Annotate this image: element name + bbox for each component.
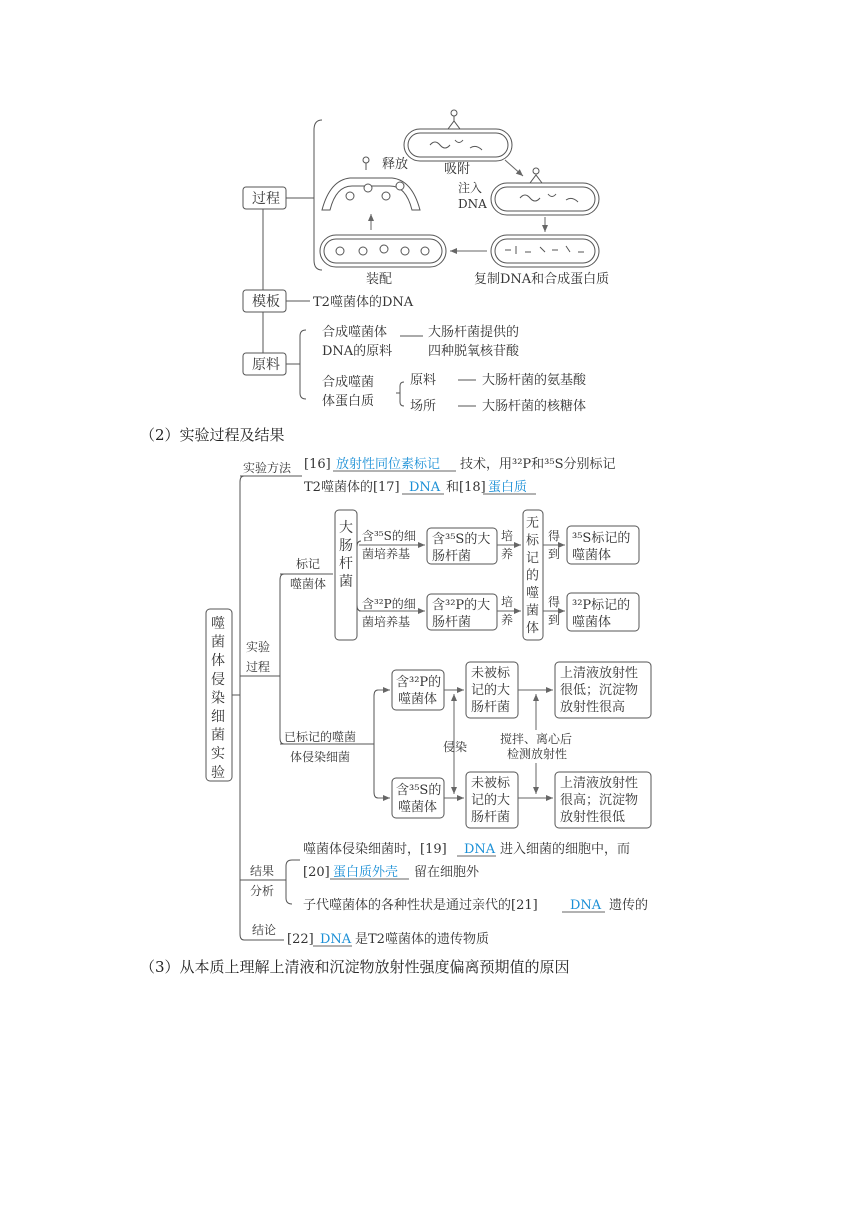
answer-20: 蛋白质外壳 bbox=[333, 865, 399, 880]
main-label-char-4: 染 bbox=[211, 690, 225, 707]
ecoli-vertical-char-3: 菌 bbox=[339, 574, 353, 590]
dna-source-1: 大肠杆菌提供的 bbox=[428, 325, 520, 340]
method-line1-post: 技术，用³²P和³⁵S分别标记 bbox=[460, 457, 616, 472]
ecoli-vertical-char-1: 肠 bbox=[339, 538, 353, 554]
answer-19: DNA bbox=[464, 842, 496, 857]
get-top-1: 得 bbox=[548, 529, 561, 543]
process-label: 过程 bbox=[252, 191, 280, 207]
analysis-line2-pre: [20] bbox=[303, 865, 330, 880]
unmarked-top-2: 记的大 bbox=[471, 683, 511, 698]
p-phage-1: ³²P标记的 bbox=[572, 598, 631, 613]
materials-label: 原料 bbox=[252, 357, 280, 373]
p-ecoli-1: 含³²P的大 bbox=[432, 598, 491, 613]
bacterium-release bbox=[322, 178, 420, 210]
unmarked-top-3: 肠杆菌 bbox=[471, 700, 511, 715]
answer-16: 放射性同位素标记 bbox=[336, 457, 441, 472]
main-label-char-5: 细 bbox=[211, 709, 225, 725]
ecoli-vertical-char-0: 大 bbox=[339, 520, 353, 536]
main-label-char-0: 噬 bbox=[211, 616, 225, 632]
main-label-char-1: 菌 bbox=[211, 634, 225, 651]
main-label-char-8: 验 bbox=[211, 764, 225, 781]
result-s-2: 很高；沉淀物 bbox=[560, 793, 639, 808]
section-2-caption: （2）实验过程及结果 bbox=[140, 426, 285, 444]
stir-label-2: 检测放射性 bbox=[507, 747, 568, 761]
stage-inject-label-1: 注入 bbox=[458, 181, 483, 195]
analysis-line3-post: 遗传的 bbox=[609, 898, 649, 913]
answer-22: DNA bbox=[320, 932, 352, 947]
stir-label-1: 搅拌、离心后 bbox=[500, 732, 573, 746]
conclusion-label: 结论 bbox=[252, 923, 277, 937]
main-label-char-3: 侵 bbox=[211, 671, 225, 688]
infect-word: 侵染 bbox=[443, 740, 468, 754]
s35-phage-2: 噬菌体 bbox=[398, 800, 438, 815]
raw-label: 原料 bbox=[410, 373, 437, 388]
result-p-1: 上清液放射性 bbox=[560, 666, 639, 681]
process-label-2: 过程 bbox=[246, 660, 271, 674]
stage-assemble-label: 装配 bbox=[366, 272, 393, 287]
result-p-3: 放射性很高 bbox=[560, 700, 626, 715]
analysis-label-1: 结果 bbox=[250, 864, 275, 878]
unlabeled-phage-char-0: 无 bbox=[526, 516, 540, 531]
unlabeled-phage-char-2: 记 bbox=[526, 551, 540, 566]
unmarked-bottom-1: 未被标 bbox=[471, 776, 511, 791]
analysis-line1-post: 进入细菌的细胞中，而 bbox=[500, 842, 631, 857]
s-ecoli-1: 含³⁵S的大 bbox=[432, 532, 491, 547]
p-medium-1: 含³²P的细 bbox=[362, 597, 416, 611]
answer-18: 蛋白质 bbox=[488, 480, 528, 495]
stage-adsorb-label: 吸附 bbox=[444, 162, 471, 177]
conclusion-post: 是T2噬菌体的遗传物质 bbox=[355, 932, 489, 947]
s-phage-2: 噬菌体 bbox=[572, 548, 612, 563]
s-ecoli-2: 肠杆菌 bbox=[432, 549, 472, 564]
site-text: 大肠杆菌的核糖体 bbox=[482, 399, 587, 414]
dna-source-2: 四种脱氧核苷酸 bbox=[428, 344, 520, 359]
stage-inject-label-2: DNA bbox=[458, 197, 487, 211]
method-line2-pre: T2噬菌体的[17] bbox=[304, 480, 400, 495]
infect-label-1: 已标记的噬菌 bbox=[284, 730, 357, 744]
unlabeled-phage-char-6: 体 bbox=[526, 621, 540, 636]
unlabeled-phage-label bbox=[526, 516, 540, 636]
main-label-char-2: 体 bbox=[211, 653, 225, 670]
template-label: 模板 bbox=[252, 294, 280, 310]
main-label-char-6: 菌 bbox=[211, 727, 225, 744]
p-medium-2: 菌培养基 bbox=[362, 615, 411, 629]
unlabeled-phage-char-1: 标 bbox=[526, 533, 540, 549]
p-ecoli-2: 肠杆菌 bbox=[432, 615, 472, 630]
unmarked-bottom-3: 肠杆菌 bbox=[471, 810, 511, 825]
conclusion-pre: [22] bbox=[287, 932, 314, 947]
s-phage-1: ³⁵S标记的 bbox=[572, 531, 631, 546]
analysis-line1-pre: 噬菌体侵染细菌时，[19] bbox=[303, 842, 447, 857]
protein-material-1: 合成噬菌 bbox=[322, 375, 375, 390]
unmarked-bottom-2: 记的大 bbox=[471, 793, 511, 808]
unlabeled-phage-char-3: 的 bbox=[526, 568, 540, 584]
experiment-diagram bbox=[206, 456, 651, 947]
stage-release-label: 释放 bbox=[382, 157, 409, 172]
get-bottom-2: 到 bbox=[548, 613, 561, 627]
main-label-char-7: 实 bbox=[211, 746, 225, 763]
protein-material-2: 体蛋白质 bbox=[322, 394, 375, 409]
dna-material-1: 合成噬菌体 bbox=[322, 325, 388, 340]
result-p-2: 很低；沉淀物 bbox=[560, 683, 639, 698]
mark-label-1: 标记 bbox=[296, 557, 321, 571]
method-line2-mid: 和[18] bbox=[446, 480, 486, 495]
raw-text: 大肠杆菌的氨基酸 bbox=[482, 373, 587, 388]
ecoli-vertical-char-2: 杆 bbox=[339, 556, 353, 572]
analysis-line3-pre: 子代噬菌体的各种性状是通过亲代的[21] bbox=[303, 898, 538, 913]
answer-17: DNA bbox=[409, 480, 441, 495]
s-medium-2: 菌培养基 bbox=[362, 547, 411, 561]
s-medium-1: 含³⁵S的细 bbox=[362, 529, 416, 543]
p-phage-2: 噬菌体 bbox=[572, 615, 612, 630]
mark-label-2: 噬菌体 bbox=[290, 577, 327, 591]
main-label bbox=[211, 616, 225, 781]
get-bottom-1: 得 bbox=[548, 595, 561, 609]
culture-bottom-2: 养 bbox=[501, 613, 514, 627]
p32-phage-2: 噬菌体 bbox=[398, 692, 438, 707]
phage-life-cycle-diagram bbox=[243, 110, 609, 414]
infect-label-2: 体侵染细菌 bbox=[290, 750, 351, 764]
s35-phage-1: 含³⁵S的 bbox=[396, 783, 442, 798]
stage-replicate-label: 复制DNA和合成蛋白质 bbox=[474, 272, 610, 287]
site-label: 场所 bbox=[410, 399, 437, 414]
method-line1-pre: [16] bbox=[304, 457, 331, 472]
section-3-caption: （3）从本质上理解上清液和沉淀物放射性强度偏离预期值的原因 bbox=[140, 958, 570, 976]
template-text: T2噬菌体的DNA bbox=[313, 295, 414, 310]
get-top-2: 到 bbox=[548, 547, 561, 561]
unmarked-top-1: 未被标 bbox=[471, 666, 511, 681]
process-label-1: 实验 bbox=[246, 640, 271, 654]
dna-material-2: DNA的原料 bbox=[322, 344, 393, 359]
analysis-label-2: 分析 bbox=[250, 884, 275, 898]
unlabeled-phage-char-4: 噬 bbox=[526, 586, 540, 601]
culture-top-2: 养 bbox=[501, 547, 514, 561]
culture-top-1: 培 bbox=[501, 529, 514, 543]
p32-phage-1: 含³²P的 bbox=[396, 675, 442, 690]
culture-bottom-1: 培 bbox=[501, 595, 514, 609]
answer-21: DNA bbox=[570, 898, 602, 913]
unlabeled-phage-char-5: 菌 bbox=[526, 603, 540, 619]
method-label: 实验方法 bbox=[243, 461, 292, 475]
result-s-1: 上清液放射性 bbox=[560, 776, 639, 791]
result-s-3: 放射性很低 bbox=[560, 810, 626, 825]
analysis-line2-post: 留在细胞外 bbox=[414, 865, 480, 880]
